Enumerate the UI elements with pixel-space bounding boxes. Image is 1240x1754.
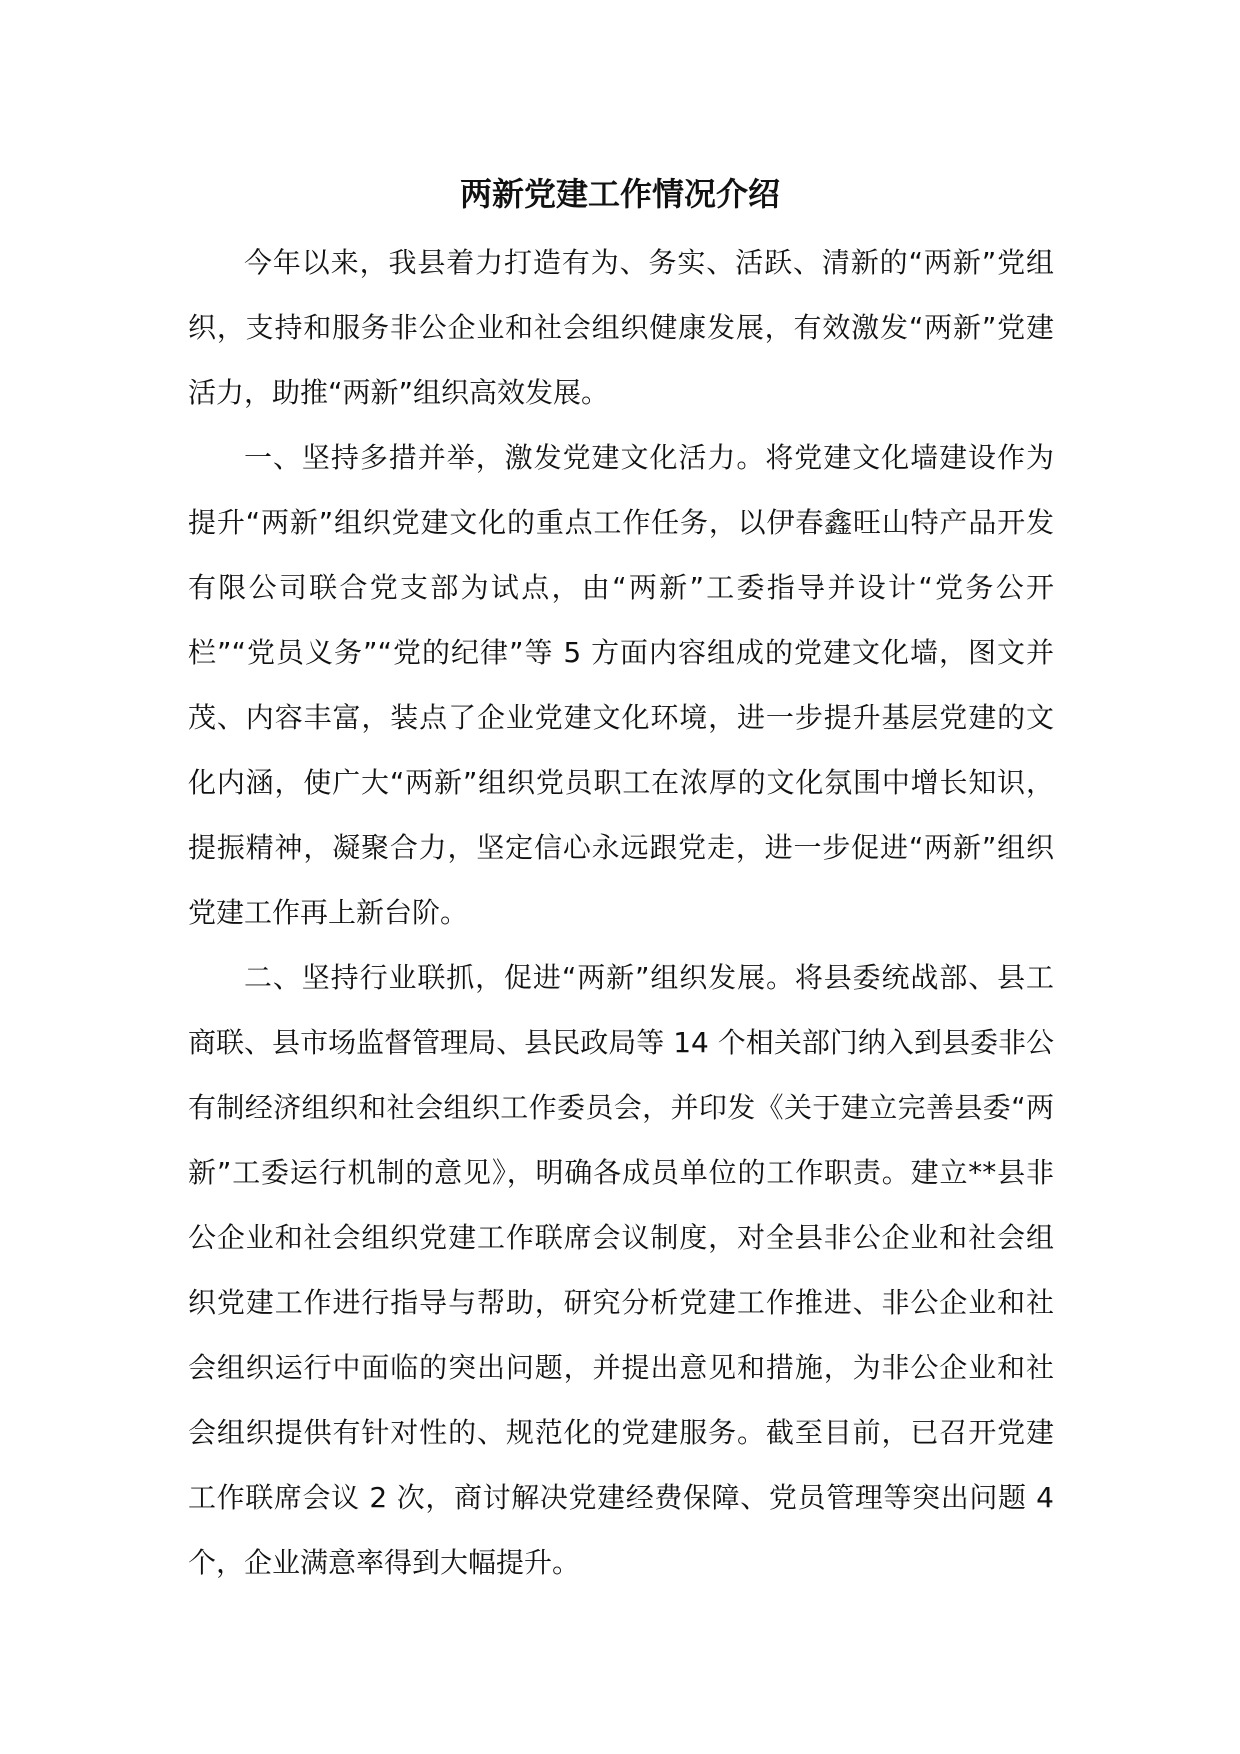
document-title: 两新党建工作情况介绍 bbox=[459, 175, 780, 213]
paragraph-intro: 今年以来，我县着力打造有为、务实、活跃、清新的“两新”党组织，支持和服务非公企业和社会组织健康发展，有效激发“两新”党建活力，助推“两新”组织高效发展。 bbox=[188, 246, 1054, 409]
paragraph-section-two: 二、坚持行业联抓，促进“两新”组织发展。将县委统战部、县工商联、县市场监督管理局、县民政局等 14 个相关部门纳入到县委非公有制经济组织和社会组织工作委员会，并印发《关于建立完善县委“两新”工委运行机制的意见》，明确各成员单位的工作职责。建立**县非公企业和社会组织党建工作联席会议制度，对全县非公企业和社会组织党建工作进行指导与帮助，研究分析党建工作推进、非公企业和社会组织运行中面临的突出问题，并提出意见和措施，为非公企业和社会组织提供有针对性的、规范化的党建服务。截至目前，已召开党建工作联席会议 2 次，商讨解决党建经费保障、党员管理等突出问题 4 个，企业满意率得到大幅提升。 bbox=[188, 961, 1054, 1579]
document-body bbox=[188, 230, 1054, 1595]
paragraph-section-one: 一、坚持多措并举，激发党建文化活力。将党建文化墙建设作为提升“两新”组织党建文化的重点工作任务，以伊春鑫旺山特产品开发有限公司联合党支部为试点，由“两新”工委指导并设计“党务公开栏”“党员义务”“党的纪律”等 5 方面内容组成的党建文化墙，图文并茂、内容丰富，装点了企业党建文化环境，进一步提升基层党建的文化内涵，使广大“两新”组织党员职工在浓厚的文化氛围中增长知识，提振精神，凝聚合力，坚定信心永远跟党走，进一步促进“两新”组织党建工作再上新台阶。 bbox=[188, 441, 1054, 929]
